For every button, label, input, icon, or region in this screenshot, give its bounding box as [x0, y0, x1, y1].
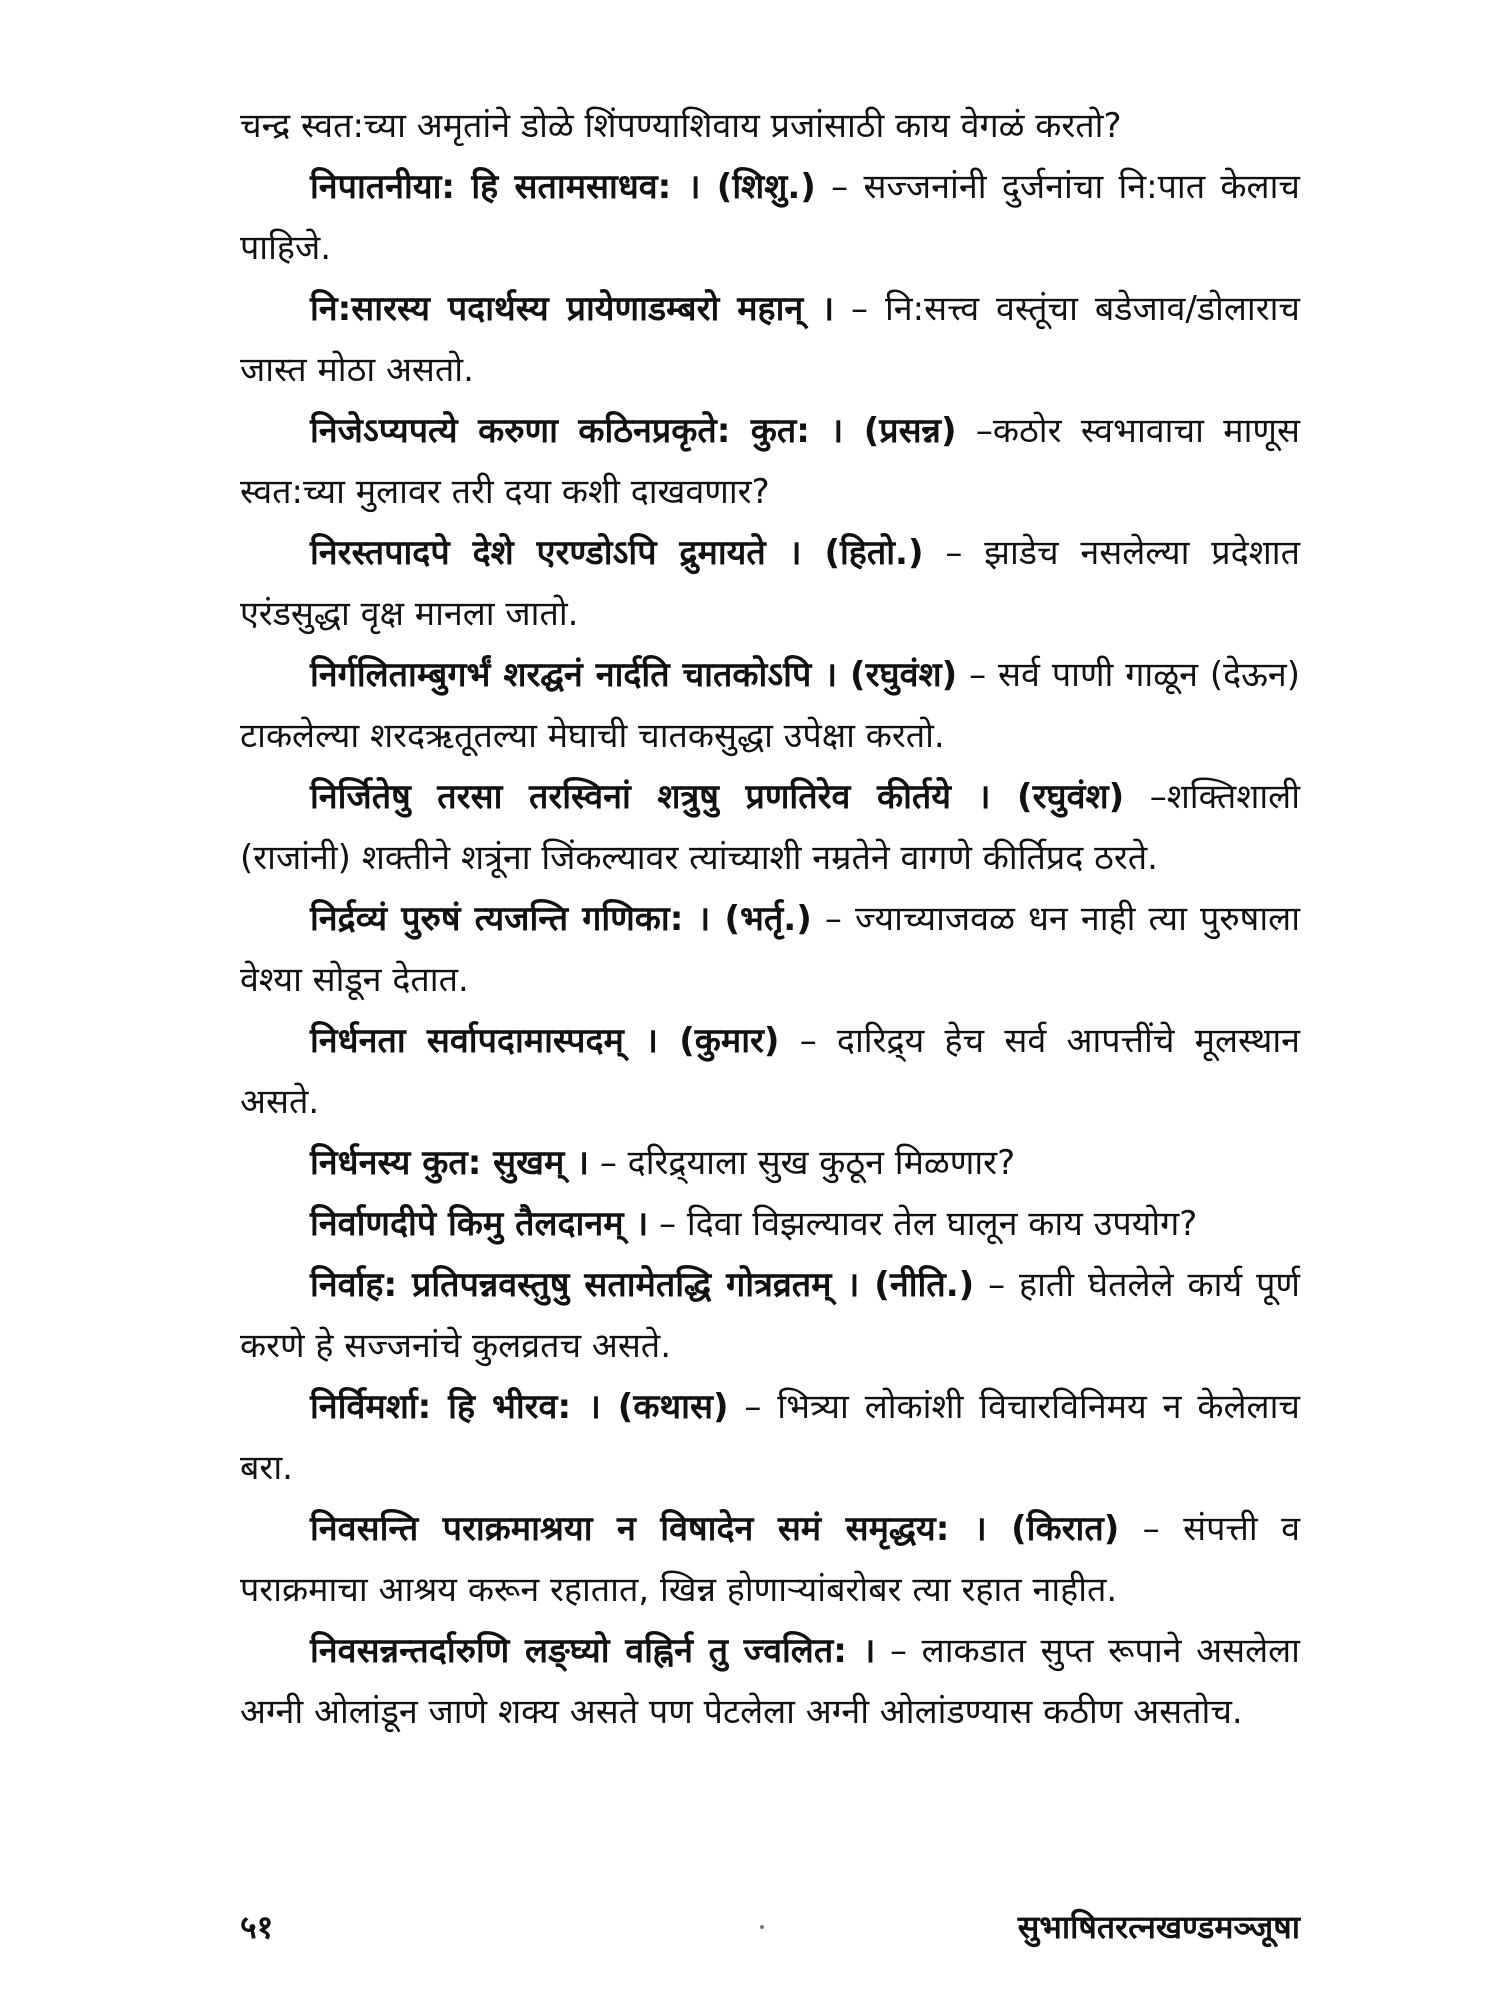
- page-footer: [240, 1905, 1300, 1955]
- meaning: –कठोर स्वभावाचा माणूस स्वत:च्या मुलावर तरी दया कशी दाखवणार?: [240, 411, 1301, 512]
- meaning: – सर्व पाणी गाळून (देऊन) टाकलेल्या शरदऋतूतल्या मेघाची चातकसुद्धा उपेक्षा करतो.: [240, 655, 1301, 756]
- entry: [240, 1621, 1300, 1743]
- meaning: – हाती घेतलेले कार्य पूर्ण करणे हे सज्जनांचे कुलव्रतच असते.: [240, 1265, 1300, 1366]
- meaning: – लाकडात सुप्त रूपाने असलेला अग्नी ओलांडून जाणे शक्य असते पण पेटलेला अग्नी ओलांडण्यास कठीण असतोच.: [240, 1631, 1300, 1732]
- meaning: –शक्तिशाली (राजांनी) शक्तीने शत्रूंना जिंकल्यावर त्यांच्याशी नम्रतेने वागणे कीर्तिप्रद ठरते.: [240, 777, 1301, 878]
- entry: [240, 1377, 1300, 1499]
- sanskrit-quote: निर्गलिताम्बुगर्भं शरद्घनं नार्दति चातकोऽपि । (रघुवंश): [310, 655, 958, 695]
- entry: [240, 767, 1300, 889]
- print-speck: [760, 1925, 764, 1929]
- page-body: [240, 96, 1300, 1743]
- entry: [240, 279, 1300, 401]
- sanskrit-quote: निर्वाणदीपे किमु तैलदानम् ।: [310, 1204, 649, 1244]
- sanskrit-quote: निर्धनस्य कुत: सुखम् ।: [310, 1143, 590, 1183]
- meaning: – ज्याच्याजवळ धन नाही त्या पुरुषाला वेश्या सोडून देतात.: [240, 899, 1301, 1000]
- sanskrit-quote: निर्धनता सर्वापदामास्पदम् । (कुमार): [310, 1021, 780, 1061]
- meaning: – दरिद्र्याला सुख कुठून मिळणार?: [599, 1143, 1016, 1183]
- entry: [240, 1011, 1300, 1133]
- meaning: – भित्र्या लोकांशी विचारविनिमय न केलेलाच बरा.: [240, 1387, 1301, 1488]
- page-number: ५१: [240, 1908, 274, 1946]
- sanskrit-quote: निर्विमर्शा: हि भीरव: । (कथास): [310, 1387, 729, 1427]
- sanskrit-quote: निपातनीया: हि सतामसाधव: । (शिशु.): [310, 167, 816, 207]
- meaning: – नि:सत्त्व वस्तूंचा बडेजाव/डोलाराच जास्त मोठा असतो.: [240, 289, 1300, 390]
- sanskrit-quote: निरस्तपादपे देशे एरण्डोऽपि द्रुमायते । (हितो.): [310, 533, 924, 573]
- entry: [240, 157, 1300, 279]
- entry: [240, 1255, 1300, 1377]
- sanskrit-quote: निर्जितेषु तरसा तरस्विनां शत्रुषु प्रणतिरेव कीर्तये । (रघुवंश): [310, 777, 1125, 817]
- meaning: – दारिद्र्य हेच सर्व आपत्तींचे मूलस्थान असते.: [240, 1021, 1301, 1122]
- sanskrit-quote: नि:सारस्य पदार्थस्य प्रायेणाडम्बरो महान् ।: [310, 289, 835, 329]
- meaning: – दिवा विझल्यावर तेल घालून काय उपयोग?: [659, 1204, 1198, 1244]
- entry: [240, 1194, 1300, 1255]
- entry: [240, 1133, 1300, 1194]
- entry: [240, 889, 1300, 1011]
- sanskrit-quote: निर्वाह: प्रतिपन्नवस्तुषु सतामेतद्धि गोत्रव्रतम् । (नीति.): [310, 1265, 975, 1305]
- sanskrit-quote: निवसन्ति पराक्रमाश्रया न विषादेन समं समृद्धय: । (किरात): [310, 1509, 1120, 1549]
- sanskrit-quote: निजेऽप्यपत्ये करुणा कठिनप्रकृते: कुत: । (प्रसन्न): [310, 411, 957, 451]
- meaning: – झाडेच नसलेल्या प्रदेशात एरंडसुद्धा वृक्ष मानला जातो.: [240, 533, 1300, 634]
- entry: [240, 401, 1300, 523]
- entry: [240, 645, 1300, 767]
- sanskrit-quote: निर्द्रव्यं पुरुषं त्यजन्ति गणिका: । (भर्तृ.): [310, 899, 812, 939]
- entry: [240, 523, 1300, 645]
- meaning: – सज्जनांनी दुर्जनांचा नि:पात केलाच पाहिजे.: [240, 167, 1300, 268]
- meaning: – संपत्ती व पराक्रमाचा आश्रय करून रहातात, खिन्न होणाऱ्यांबरोबर त्या रहात नाहीत.: [240, 1509, 1300, 1610]
- book-title: सुभाषितरत्नखण्डमञ्जूषा: [1017, 1908, 1300, 1946]
- entry: [240, 1499, 1300, 1621]
- sanskrit-quote: निवसन्नन्तर्दारुणि लङ्घ्यो वह्निर्न तु ज्वलित: ।: [310, 1631, 876, 1671]
- continuation-text: चन्द्र स्वत:च्या अमृतांने डोळे शिंपण्याशिवाय प्रजांसाठी काय वेगळं करतो?: [240, 106, 1122, 146]
